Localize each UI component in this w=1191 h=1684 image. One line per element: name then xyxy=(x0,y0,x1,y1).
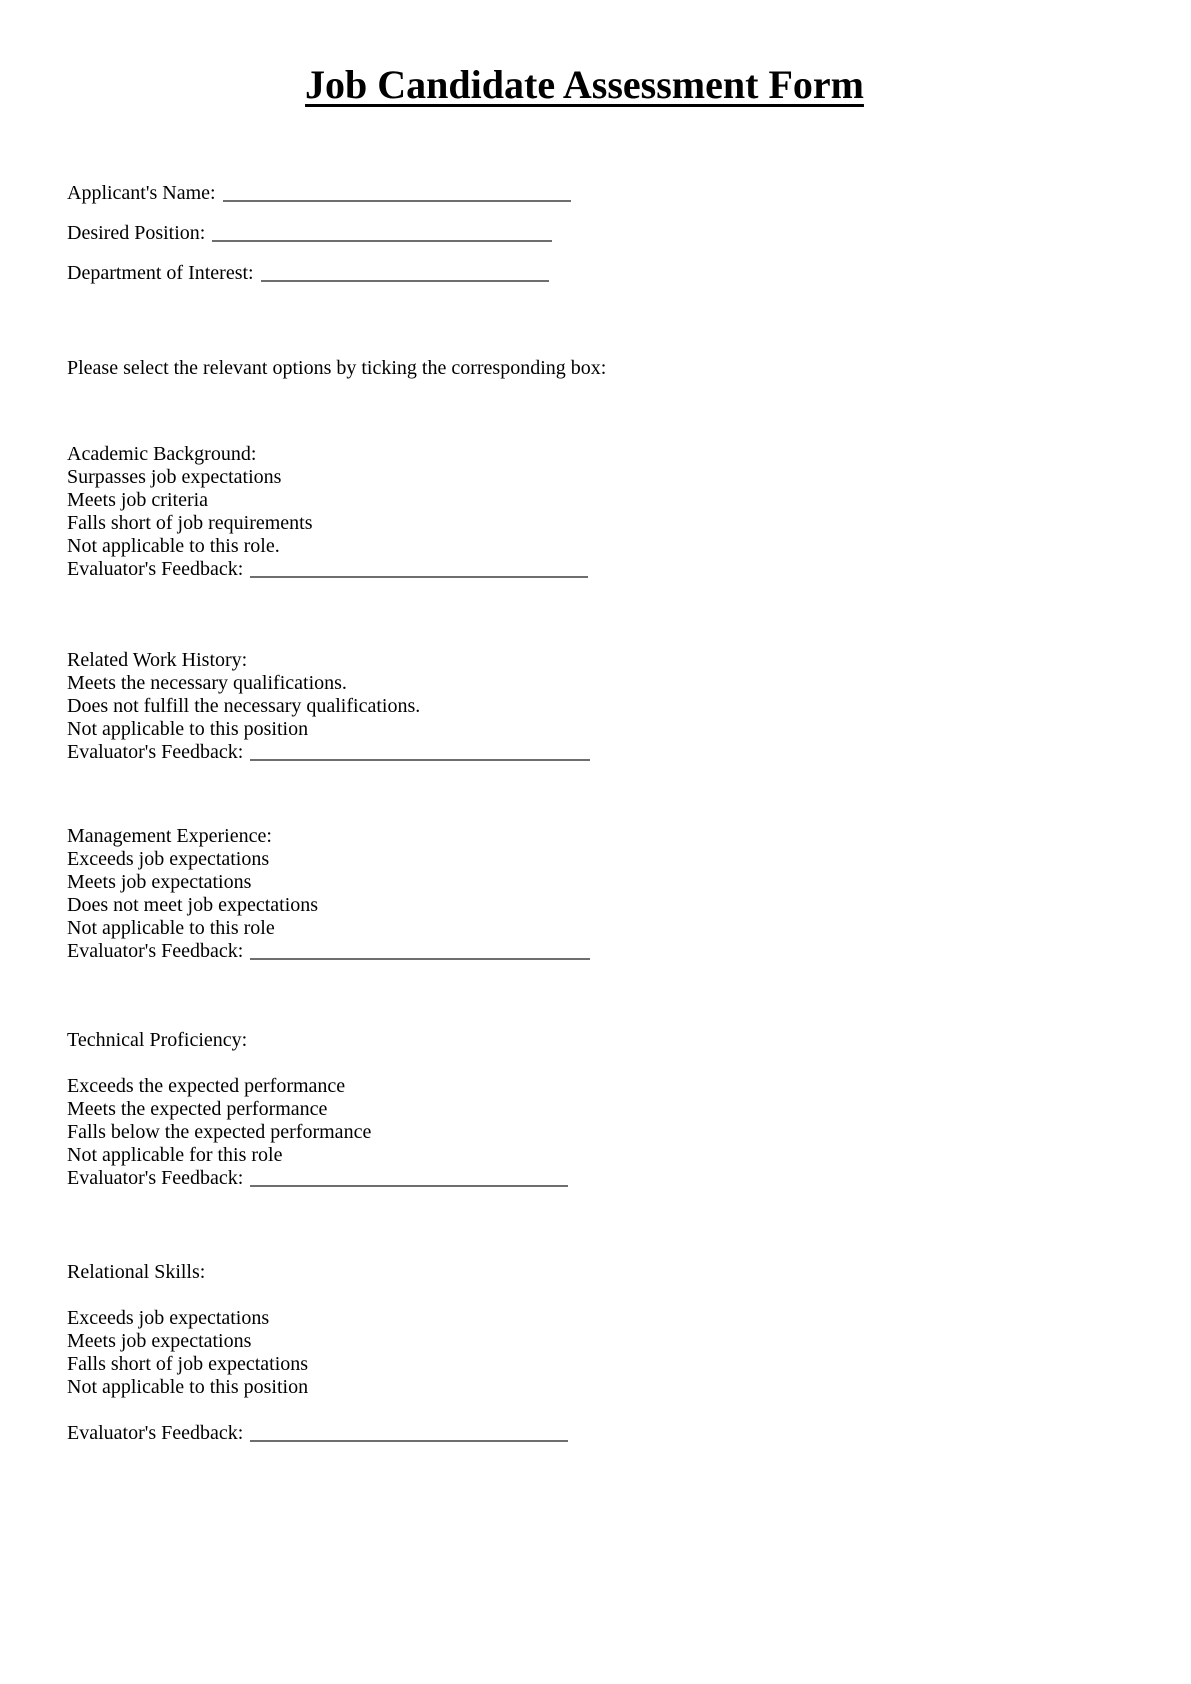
option-line: Falls short of job expectations xyxy=(67,1353,309,1375)
option-line: Meets the expected performance xyxy=(67,1098,328,1120)
feedback-row xyxy=(67,1167,568,1190)
section-heading: Academic Background: xyxy=(67,443,257,465)
feedback-row xyxy=(67,558,588,581)
page-title xyxy=(0,62,1169,108)
feedback-label: Evaluator's Feedback: xyxy=(67,1422,244,1444)
option-line: Not applicable to this role xyxy=(67,917,275,939)
option-line: Surpasses job expectations xyxy=(67,466,282,488)
option-line: Not applicable to this position xyxy=(67,1376,309,1398)
desired-position-label: Desired Position: xyxy=(67,222,206,244)
blank-line xyxy=(67,1284,568,1307)
section-management-experience xyxy=(67,825,590,963)
option-line: Not applicable to this role. xyxy=(67,535,280,557)
department-of-interest-fill-line[interactable] xyxy=(261,268,549,282)
option-line: Does not fulfill the necessary qualifications. xyxy=(67,695,421,717)
section-academic-background xyxy=(67,443,588,581)
page-title-text: Job Candidate Assessment Form xyxy=(305,62,864,107)
feedback-row xyxy=(67,741,590,764)
applicant-name-fill-line[interactable] xyxy=(223,188,571,202)
feedback-fill-line[interactable] xyxy=(250,1173,568,1187)
feedback-fill-line[interactable] xyxy=(250,946,590,960)
feedback-row xyxy=(67,1422,568,1445)
option-line: Not applicable to this position xyxy=(67,718,309,740)
feedback-label: Evaluator's Feedback: xyxy=(67,558,244,580)
option-line: Exceeds job expectations xyxy=(67,1307,270,1329)
option-line: Meets job criteria xyxy=(67,489,209,511)
department-of-interest-label: Department of Interest: xyxy=(67,262,254,284)
feedback-label: Evaluator's Feedback: xyxy=(67,940,244,962)
section-related-work-history xyxy=(67,649,590,764)
option-line: Meets job expectations xyxy=(67,871,252,893)
option-line: Not applicable for this role xyxy=(67,1144,283,1166)
option-line: Exceeds the expected performance xyxy=(67,1075,346,1097)
feedback-fill-line[interactable] xyxy=(250,747,590,761)
section-heading: Related Work History: xyxy=(67,649,248,671)
option-line: Does not meet job expectations xyxy=(67,894,319,916)
blank-line xyxy=(67,1052,568,1075)
field-row-desired-position xyxy=(67,222,552,245)
feedback-row xyxy=(67,940,590,963)
blank-line xyxy=(67,1399,568,1422)
applicant-name-label: Applicant's Name: xyxy=(67,182,216,204)
option-line: Falls below the expected performance xyxy=(67,1121,372,1143)
section-heading: Management Experience: xyxy=(67,825,272,847)
option-line: Meets the necessary qualifications. xyxy=(67,672,347,694)
feedback-label: Evaluator's Feedback: xyxy=(67,741,244,763)
section-relational-skills xyxy=(67,1261,568,1445)
feedback-label: Evaluator's Feedback: xyxy=(67,1167,244,1189)
section-heading: Relational Skills: xyxy=(67,1261,206,1283)
section-heading: Technical Proficiency: xyxy=(67,1029,248,1051)
field-row-applicant-name xyxy=(67,182,571,205)
field-row-department-of-interest xyxy=(67,262,549,285)
section-technical-proficiency xyxy=(67,1029,568,1190)
desired-position-fill-line[interactable] xyxy=(212,228,552,242)
feedback-fill-line[interactable] xyxy=(250,564,588,578)
instruction-text: Please select the relevant options by ticking the corresponding box: xyxy=(67,357,607,379)
option-line: Falls short of job requirements xyxy=(67,512,313,534)
feedback-fill-line[interactable] xyxy=(250,1428,568,1442)
option-line: Meets job expectations xyxy=(67,1330,252,1352)
option-line: Exceeds job expectations xyxy=(67,848,270,870)
